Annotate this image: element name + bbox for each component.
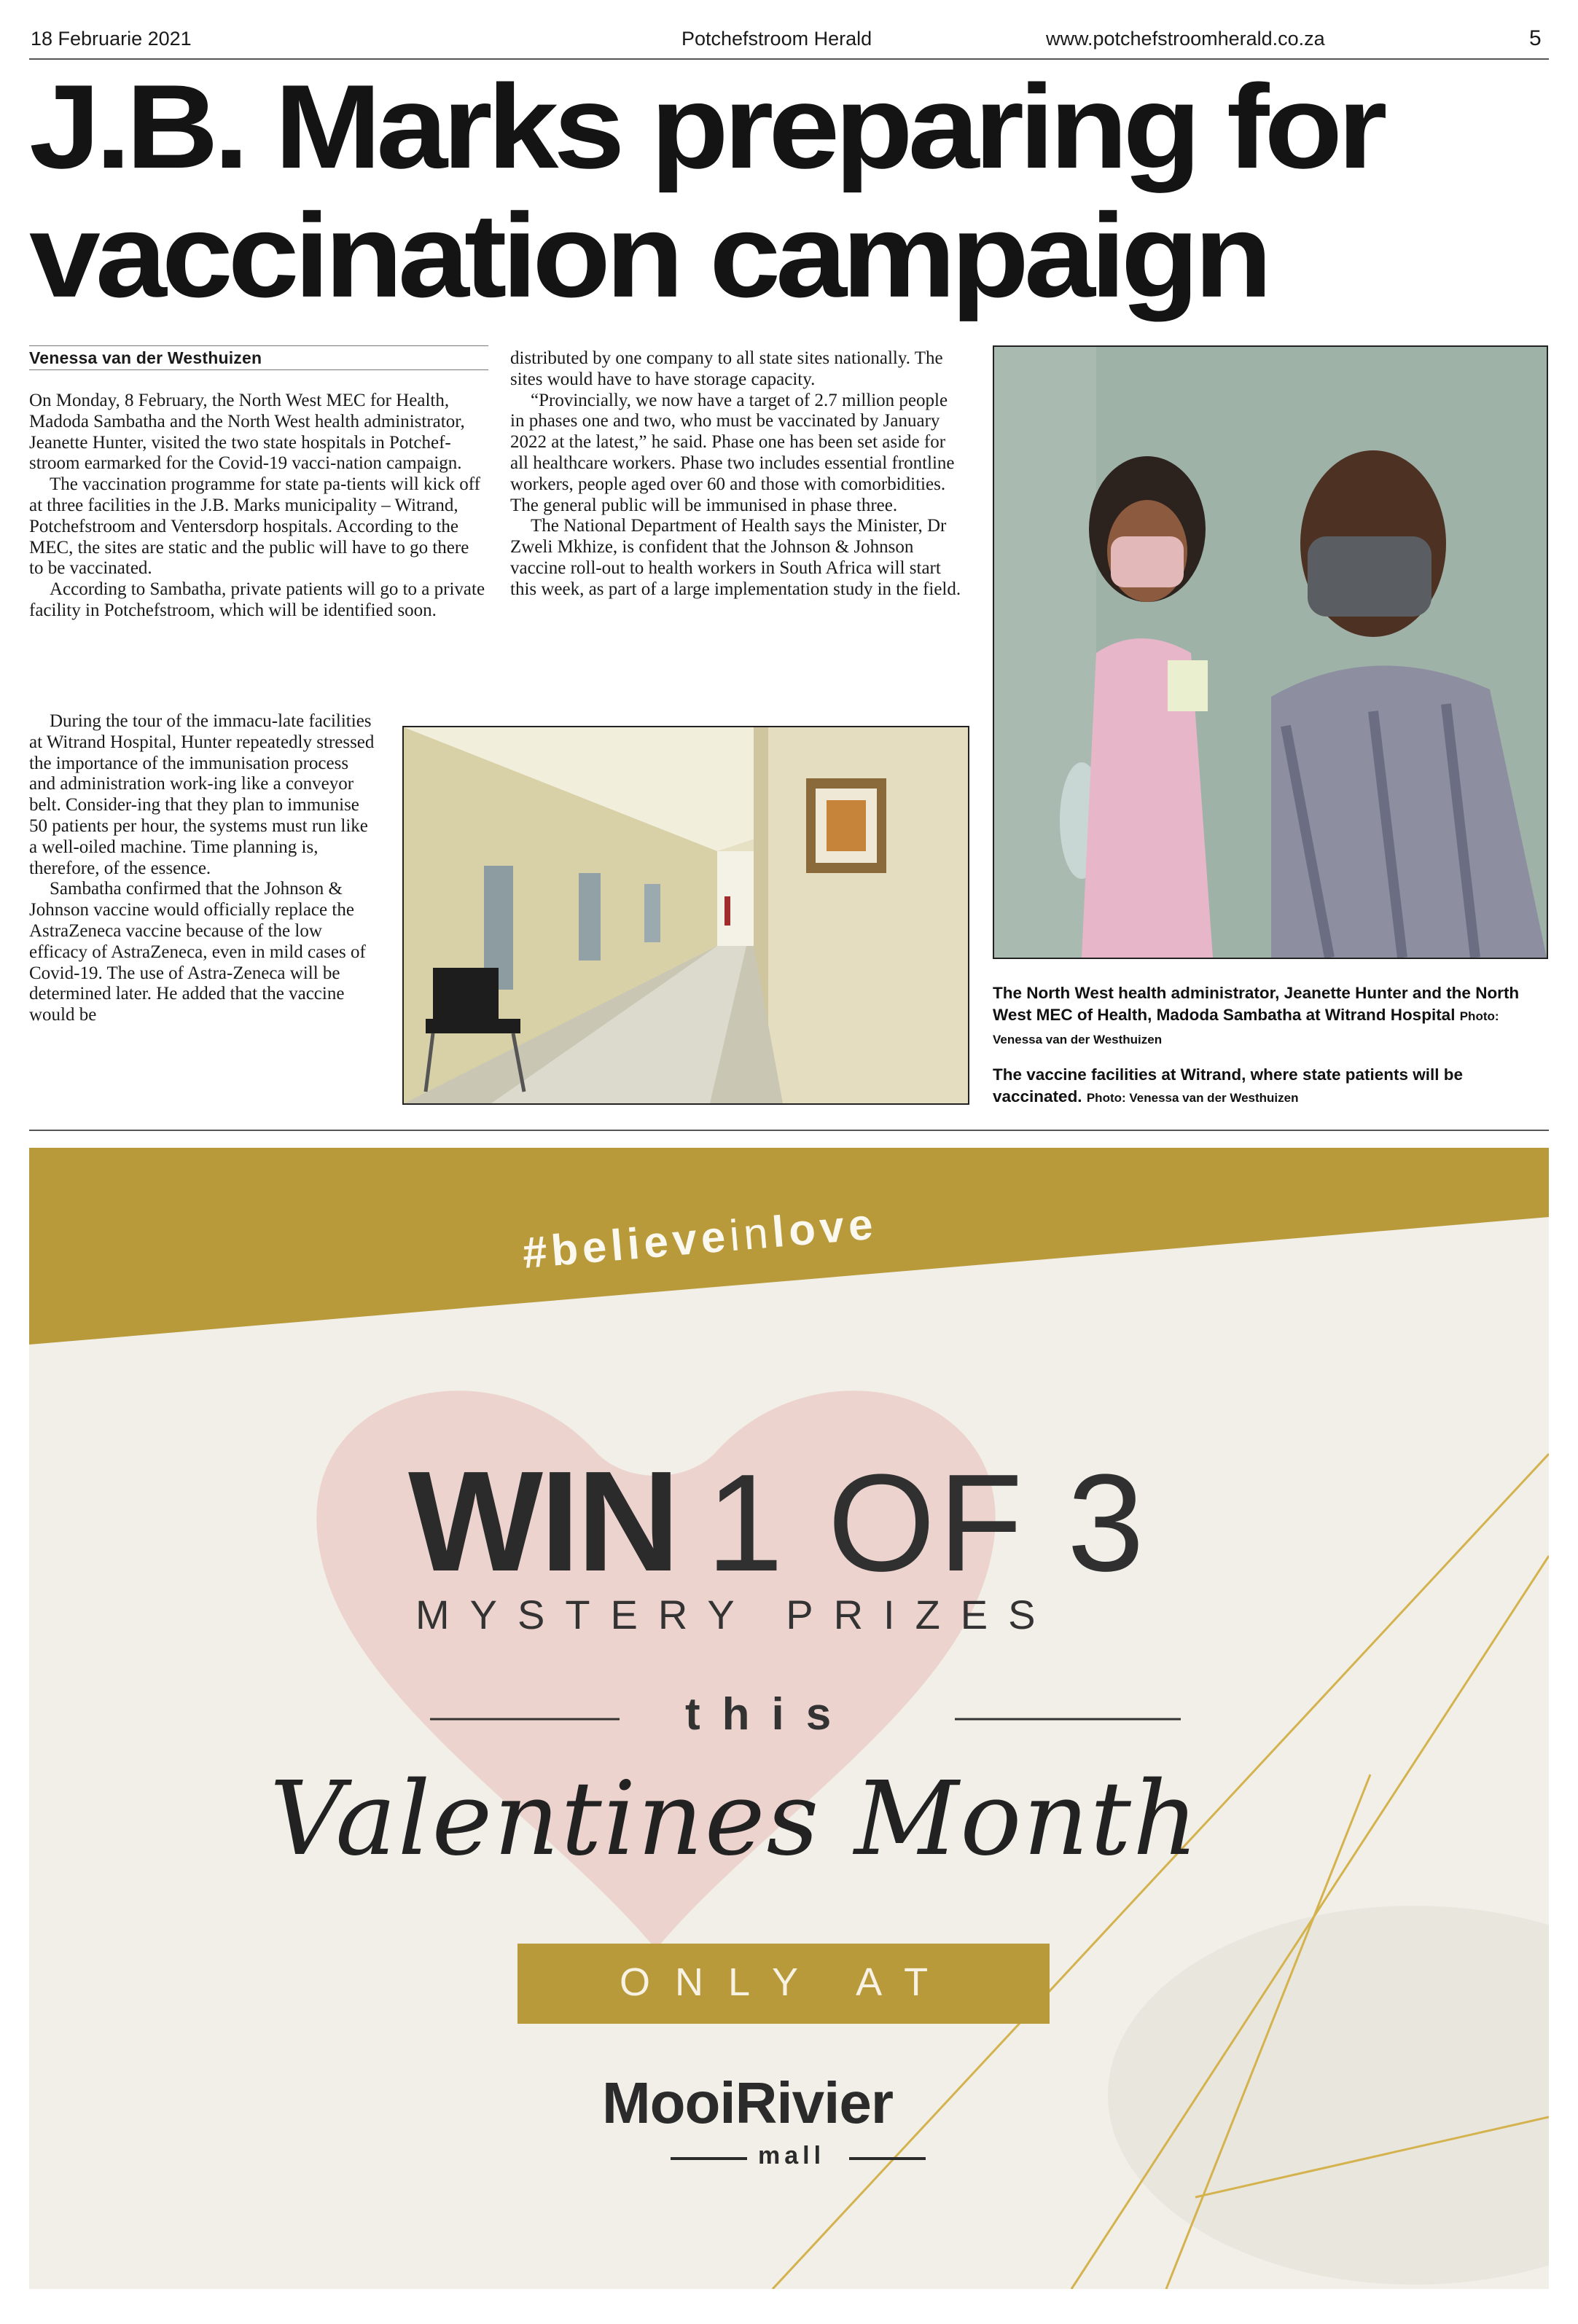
corridor-image	[404, 727, 968, 1103]
corridor-photo	[402, 726, 969, 1105]
paragraph: According to Sambatha, private patients will go to a private facility in Potchefstroom, which will be identified soon.	[29, 579, 485, 620]
article-column-1	[29, 391, 485, 622]
article-column-1-lower	[29, 711, 379, 1026]
section-rule	[29, 1130, 1549, 1131]
officials-image	[994, 347, 1547, 958]
paragraph: distributed by one company to all state sites nationally. The sites would have to have storage capacity.	[510, 348, 943, 389]
caption-officials-text: The North West health administrator, Jeanette Hunter and the North West MEC of Health, Madoda Sambatha at Witrand Hospital	[993, 984, 1520, 1024]
caption-officials	[993, 982, 1547, 1051]
article-column-2	[510, 348, 962, 600]
paragraph: During the tour of the immacu-late facilities at Witrand Hospital, Hunter repeatedly stressed the importance of the immunisation process and administration work-ing like a conveyor belt. Consider-ing that they plan to immunise 50 patients per hour, the systems must run like a well-oiled machine. Time planning is, therefore, of the essence.	[29, 711, 375, 878]
hashtag-part-2: in	[727, 1208, 775, 1261]
caption-facilities-text: The vaccine facilities at Witrand, where state patients will be vaccinated.	[993, 1065, 1463, 1106]
paragraph: The National Department of Health says the Minister, Dr Zweli Mkhize, is confident that the Johnson & Johnson vaccine roll-out to health workers in South Africa will start this week, as part of a large implementation study in the field.	[510, 516, 961, 599]
one-of-three: 1 OF 3	[706, 1446, 1147, 1600]
paragraph: Sambatha confirmed that the Johnson & Johnson vaccine would officially replace the AstraZeneca vaccine because of the low efficacy of AstraZeneca, even in mild cases of Covid-19. The use of Astra-Zeneca will be determined later. He added that the vaccine would be	[29, 879, 366, 1025]
headline	[29, 60, 1552, 323]
publication-name: Potchefstroom Herald	[681, 28, 872, 50]
issue-date: 18 Februarie 2021	[31, 28, 192, 50]
byline: Venessa van der Westhuizen	[29, 348, 262, 367]
paragraph: “Provincially, we now have a target of 2.7 million people in phases one and two, who must be vaccinated by January 2022 at the latest,” he said. Phase one has been set aside for all healthcare workers. Phase two includes essential frontline workers, people aged over 60 and those with comorbidities. The general public will be immunised in phase three.	[510, 390, 955, 515]
only-at-text: ONLY AT	[620, 1960, 953, 2004]
website-url[interactable]: www.potchefstroomherald.co.za	[1046, 28, 1325, 50]
headline-line-2: vaccination campaign	[29, 189, 1268, 323]
only-at-box	[517, 1944, 1050, 2024]
caption-facilities-credit: Photo: Venessa van der Westhuizen	[1086, 1091, 1299, 1105]
win-word: WIN	[408, 1441, 677, 1601]
byline-rule-bottom	[29, 369, 488, 370]
page-number: 5	[1529, 26, 1542, 50]
caption-officials-credit: Photo: Venessa van der Westhuizen	[993, 1009, 1499, 1046]
officials-photo	[993, 345, 1548, 959]
paragraph: The vaccination programme for state pa-tients will kick off at three facilities in the J.B. Marks municipality – Witrand, Potchefstroom and Ventersdorp hospitals. According to the MEC, the sites are static and the public will have to go there to be vaccinated.	[29, 474, 481, 579]
paragraph: On Monday, 8 February, the North West MEC for Health, Madoda Sambatha and the North West health administrator, Jeanette Hunter, visited the two state hospitals in Potchef-stroom earmarked for the Covid-19 vacci-nation campaign.	[29, 391, 465, 474]
mall-logo-name[interactable]: MooiRivier	[602, 2070, 893, 2135]
valentines-month: Valentines Month	[270, 1760, 1200, 1879]
mystery-prizes: MYSTERY PRIZES	[415, 1592, 1056, 1638]
byline-rule-top	[29, 345, 488, 346]
headline-line-1: J.B. Marks preparing for	[29, 60, 1383, 194]
advertisement[interactable]	[29, 1148, 1549, 2289]
this-word: this	[685, 1689, 854, 1740]
mall-logo-sub: mall	[758, 2142, 826, 2170]
hashtag-part-3: love	[770, 1199, 879, 1257]
caption-facilities	[993, 1064, 1547, 1109]
hashtag-part-1: #believe	[520, 1211, 732, 1278]
header-rule	[29, 58, 1549, 60]
win-headline	[408, 1439, 1147, 1603]
